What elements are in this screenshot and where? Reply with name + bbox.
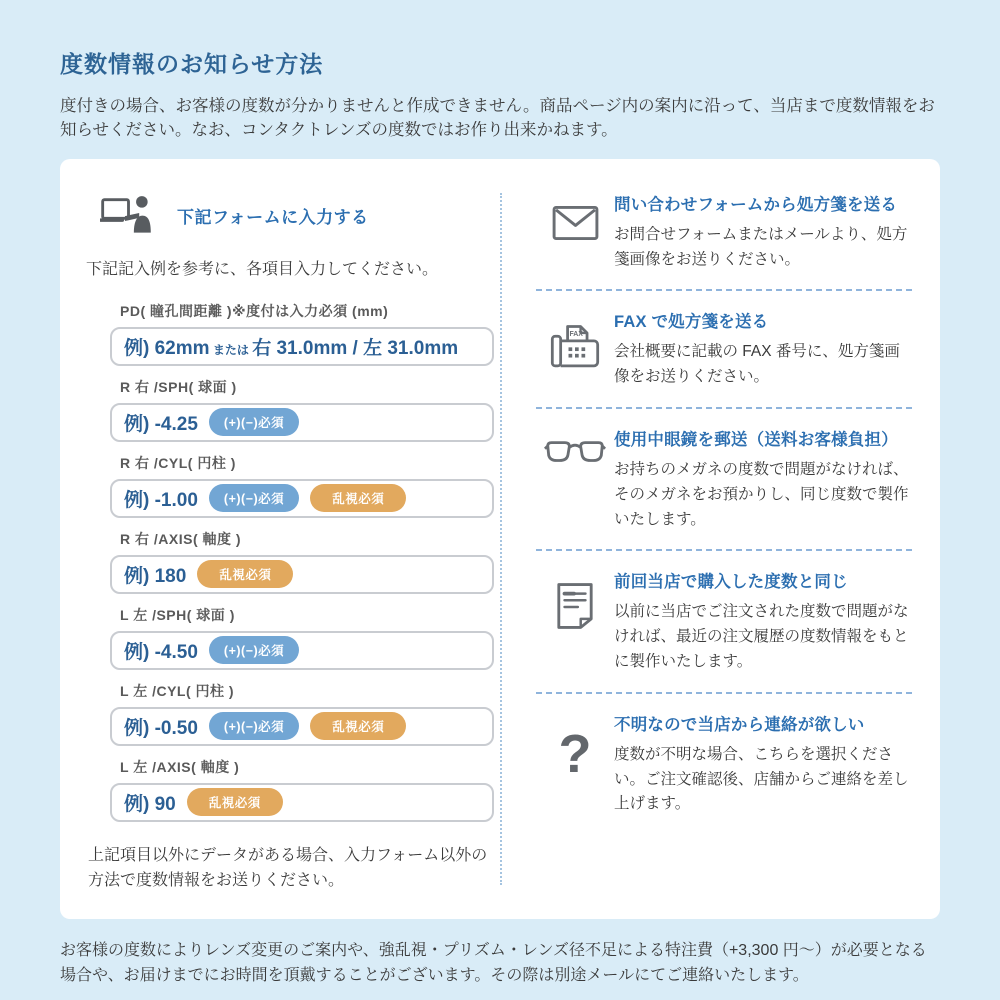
form-section bbox=[86, 189, 494, 894]
question-icon: ? bbox=[558, 723, 592, 784]
field-label: L 左 /CYL( 円柱 ) bbox=[120, 682, 235, 699]
method-item bbox=[536, 308, 912, 390]
field-example-value: 例) 62mm または 右 31.0mm / 左 31.0mm bbox=[124, 337, 459, 359]
field-example-value: 例) -4.50 bbox=[124, 641, 198, 663]
dashed-separator bbox=[536, 549, 912, 551]
field-example-value: 例) -4.25 bbox=[124, 413, 198, 435]
field-example-box[interactable] bbox=[110, 327, 494, 366]
method-item bbox=[536, 711, 912, 817]
method-heading: 使用中眼鏡を郵送（送料お客様負担） bbox=[614, 431, 898, 450]
astigmatism-required-badge: 乱視必須 bbox=[197, 560, 293, 588]
methods-section bbox=[502, 189, 912, 894]
field-label: R 右 /SPH( 球面 ) bbox=[120, 378, 237, 395]
document-icon bbox=[536, 568, 614, 630]
page-title: 度数情報のお知らせ方法 bbox=[60, 51, 324, 77]
field-example-value: 例) -0.50 bbox=[124, 717, 198, 739]
method-heading: 問い合わせフォームから処方箋を送る bbox=[614, 195, 898, 214]
method-heading: 不明なので当店から連絡が欲しい bbox=[614, 715, 865, 734]
field-example-value: 例) -1.00 bbox=[124, 489, 198, 511]
field-label: R 右 /AXIS( 軸度 ) bbox=[120, 530, 242, 547]
method-body: 会社概要に記載の FAX 番号に、処方箋画像をお送りください。 bbox=[614, 343, 900, 386]
field-example-value: 例) 180 bbox=[124, 565, 187, 587]
form-instruction: 下記記入例を参考に、各項目入力してください。 bbox=[86, 260, 439, 278]
dashed-separator bbox=[536, 692, 912, 694]
dashed-separator bbox=[536, 289, 912, 291]
plus-minus-required-badge: (+)(−)必須 bbox=[209, 484, 299, 512]
plus-minus-required-badge: (+)(−)必須 bbox=[209, 636, 299, 664]
footer-text: お客様の度数によりレンズ変更のご案内や、強乱視・プリズム・レンズ径不足による特注費（+3,300 円〜）が必要となる場合や、お届けまでにお時間を頂戴することがございます。その際は別途メールにてご連絡いたします。 bbox=[60, 942, 927, 985]
method-item bbox=[536, 191, 912, 273]
field-example-box[interactable] bbox=[110, 783, 494, 822]
method-body: 度数が不明な場合、こちらを選択ください。ご注文確認後、店舗からご連絡を差し上げます。 bbox=[614, 745, 909, 813]
astigmatism-required-badge: 乱視必須 bbox=[310, 484, 406, 512]
svg-text:FAX: FAX bbox=[569, 331, 583, 339]
method-body: 以前に当店でご注文された度数で問題がなければ、最近の注文履歴の度数情報をもとに製作いたします。 bbox=[614, 603, 909, 671]
method-heading: FAX で処方箋を送る bbox=[614, 313, 769, 332]
astigmatism-required-badge: 乱視必須 bbox=[310, 712, 406, 740]
plus-minus-required-badge: (+)(−)必須 bbox=[209, 408, 299, 436]
intro-text: 度付きの場合、お客様の度数が分かりませんと作成できません。商品ページ内の案内に沿って、当店まで度数情報をお知らせください。なお、コンタクトレンズの度数ではお作り出来かねます。 bbox=[60, 97, 935, 139]
form-section-heading: 下記フォームに入力する bbox=[177, 207, 369, 227]
form-fields bbox=[110, 301, 494, 822]
main-card bbox=[60, 159, 940, 920]
astigmatism-required-badge: 乱視必須 bbox=[187, 788, 283, 816]
method-item bbox=[536, 426, 912, 532]
form-section-header bbox=[100, 193, 494, 238]
envelope-icon bbox=[536, 191, 614, 241]
method-heading: 前回当店で購入した度数と同じ bbox=[614, 573, 848, 592]
field-example-value: 例) 90 bbox=[124, 793, 176, 815]
method-body: お持ちのメガネの度数で問題がなければ、そのメガネをお預かりし、同じ度数で製作いたします。 bbox=[614, 461, 909, 528]
field-label: PD( 瞳孔間距離 )※度付は入力必須 (mm) bbox=[120, 302, 389, 319]
field-label: L 左 /SPH( 球面 ) bbox=[120, 606, 235, 623]
form-note: 上記項目以外にデータがある場合、入力フォーム以外の方法で度数情報をお送りください。 bbox=[88, 846, 488, 889]
fax-icon bbox=[536, 308, 614, 369]
field-example-box[interactable] bbox=[110, 631, 494, 670]
person-at-screen-icon bbox=[100, 193, 157, 238]
field-example-box[interactable] bbox=[110, 707, 494, 746]
method-body: お問合せフォームまたはメールより、処方箋画像をお送りください。 bbox=[614, 225, 908, 268]
dashed-separator bbox=[536, 407, 912, 409]
field-example-box[interactable] bbox=[110, 555, 494, 594]
field-example-box[interactable] bbox=[110, 479, 494, 518]
method-item bbox=[536, 568, 912, 674]
glasses-icon bbox=[536, 426, 614, 465]
field-label: L 左 /AXIS( 軸度 ) bbox=[120, 758, 240, 775]
plus-minus-required-badge: (+)(−)必須 bbox=[209, 712, 299, 740]
field-example-box[interactable] bbox=[110, 403, 494, 442]
field-label: R 右 /CYL( 円柱 ) bbox=[120, 454, 236, 471]
